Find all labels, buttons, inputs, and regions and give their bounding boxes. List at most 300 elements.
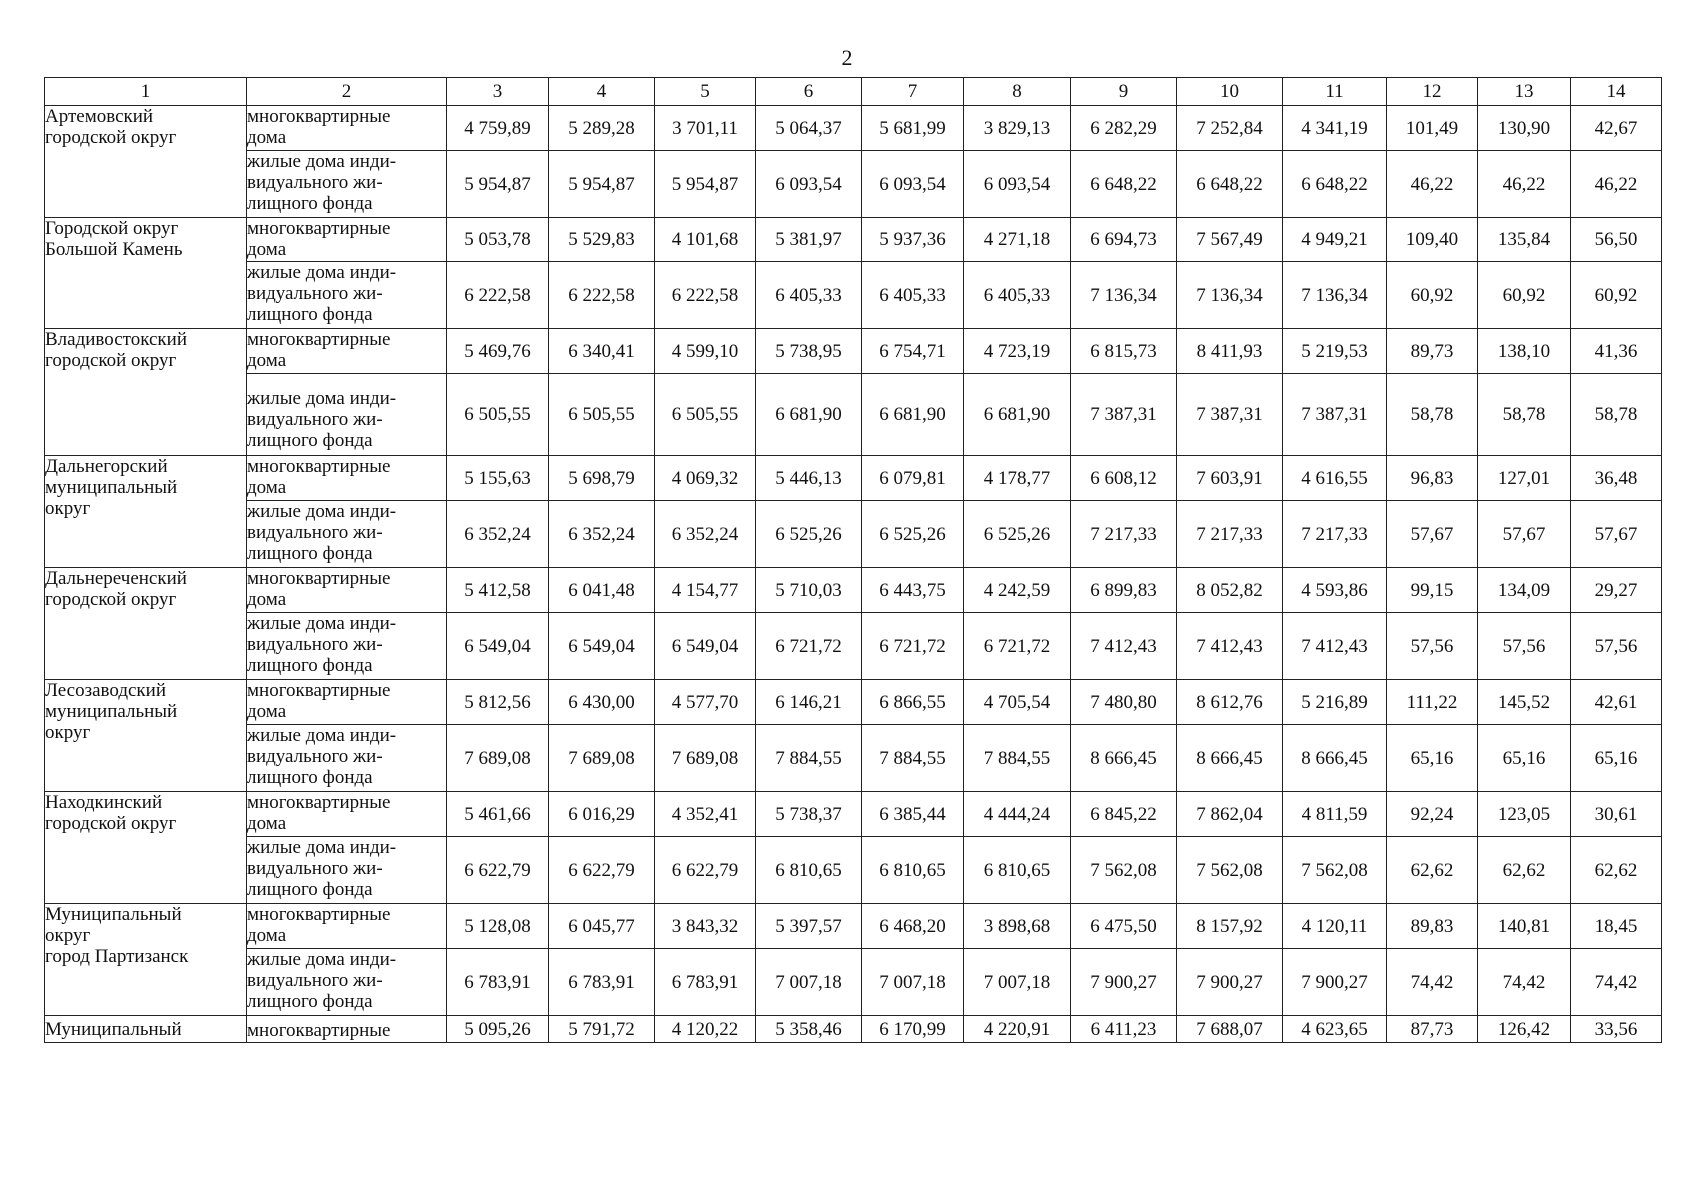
value-cell: 42,61 <box>1571 680 1662 725</box>
value-cell: 4 444,24 <box>964 792 1071 837</box>
value-cell: 89,73 <box>1387 329 1478 374</box>
text-line: видуального жи- <box>247 858 383 879</box>
value-cell: 5 446,13 <box>756 456 862 501</box>
value-cell: 6 411,23 <box>1071 1016 1177 1043</box>
value-cell: 33,56 <box>1571 1016 1662 1043</box>
value-cell: 6 222,58 <box>447 262 549 329</box>
building-type-cell <box>247 374 447 456</box>
value-cell: 5 155,63 <box>447 456 549 501</box>
value-cell: 5 681,99 <box>862 106 964 151</box>
text-line: жилые дома инди- <box>247 151 397 172</box>
value-cell: 5 358,46 <box>756 1016 862 1043</box>
text-line: Муниципальный <box>45 1019 182 1040</box>
table-row <box>45 501 1662 568</box>
value-cell: 60,92 <box>1478 262 1571 329</box>
value-cell: 6 468,20 <box>862 904 964 949</box>
value-cell: 6 622,79 <box>447 837 549 904</box>
value-cell: 57,56 <box>1571 613 1662 680</box>
value-cell: 4 593,86 <box>1283 568 1387 613</box>
value-cell: 5 053,78 <box>447 218 549 262</box>
text-line: лищного фонда <box>247 655 373 676</box>
text-line: муниципальный <box>45 477 178 498</box>
value-cell: 109,40 <box>1387 218 1478 262</box>
value-cell: 6 648,22 <box>1071 151 1177 218</box>
value-cell: 99,15 <box>1387 568 1478 613</box>
value-cell: 57,56 <box>1478 613 1571 680</box>
value-cell: 5 461,66 <box>447 792 549 837</box>
text-line: лищного фонда <box>247 991 373 1012</box>
value-cell: 4 949,21 <box>1283 218 1387 262</box>
text-line: Городской округ <box>45 218 179 239</box>
column-header: 9 <box>1071 78 1177 106</box>
table-row <box>45 568 1662 613</box>
value-cell: 8 666,45 <box>1071 725 1177 792</box>
value-cell: 89,83 <box>1387 904 1478 949</box>
value-cell: 8 411,93 <box>1177 329 1283 374</box>
table-row <box>45 904 1662 949</box>
building-type-cell <box>247 456 447 501</box>
value-cell: 123,05 <box>1478 792 1571 837</box>
value-cell: 7 007,18 <box>964 949 1071 1016</box>
text-line: городской округ <box>45 350 177 371</box>
value-cell: 6 866,55 <box>862 680 964 725</box>
value-cell: 60,92 <box>1387 262 1478 329</box>
text-line: город Партизанск <box>45 946 189 967</box>
municipality-cell <box>45 218 247 329</box>
value-cell: 3 701,11 <box>655 106 756 151</box>
value-cell: 6 681,90 <box>862 374 964 456</box>
value-cell: 5 791,72 <box>549 1016 655 1043</box>
value-cell: 5 937,36 <box>862 218 964 262</box>
municipality-cell <box>45 680 247 792</box>
municipality-cell <box>45 792 247 904</box>
text-line: муниципальный <box>45 701 178 722</box>
value-cell: 127,01 <box>1478 456 1571 501</box>
value-cell: 6 352,24 <box>447 501 549 568</box>
value-cell: 7 603,91 <box>1177 456 1283 501</box>
value-cell: 6 721,72 <box>862 613 964 680</box>
value-cell: 6 525,26 <box>756 501 862 568</box>
value-cell: 8 666,45 <box>1177 725 1283 792</box>
building-type-cell <box>247 501 447 568</box>
value-cell: 5 289,28 <box>549 106 655 151</box>
text-line: многоквартирные <box>247 792 391 813</box>
value-cell: 7 862,04 <box>1177 792 1283 837</box>
text-line: жилые дома инди- <box>247 725 397 746</box>
value-cell: 130,90 <box>1478 106 1571 151</box>
column-header: 7 <box>862 78 964 106</box>
value-cell: 145,52 <box>1478 680 1571 725</box>
value-cell: 5 064,37 <box>756 106 862 151</box>
value-cell: 92,24 <box>1387 792 1478 837</box>
value-cell: 135,84 <box>1478 218 1571 262</box>
value-cell: 6 622,79 <box>549 837 655 904</box>
value-cell: 6 505,55 <box>447 374 549 456</box>
table-row <box>45 613 1662 680</box>
value-cell: 4 154,77 <box>655 568 756 613</box>
value-cell: 65,16 <box>1571 725 1662 792</box>
value-cell: 7 007,18 <box>756 949 862 1016</box>
value-cell: 8 052,82 <box>1177 568 1283 613</box>
building-type-cell <box>247 106 447 151</box>
value-cell: 126,42 <box>1478 1016 1571 1043</box>
value-cell: 4 599,10 <box>655 329 756 374</box>
table-row <box>45 1016 1662 1043</box>
text-line: жилые дома инди- <box>247 501 397 522</box>
value-cell: 29,27 <box>1571 568 1662 613</box>
text-line: городской округ <box>45 127 177 148</box>
value-cell: 5 381,97 <box>756 218 862 262</box>
value-cell: 46,22 <box>1387 151 1478 218</box>
value-cell: 7 689,08 <box>655 725 756 792</box>
value-cell: 7 136,34 <box>1071 262 1177 329</box>
text-line: видуального жи- <box>247 172 383 193</box>
column-header: 10 <box>1177 78 1283 106</box>
building-type-cell <box>247 613 447 680</box>
value-cell: 7 217,33 <box>1071 501 1177 568</box>
value-cell: 74,42 <box>1478 949 1571 1016</box>
text-line: дома <box>247 813 287 834</box>
value-cell: 7 412,43 <box>1177 613 1283 680</box>
value-cell: 7 900,27 <box>1071 949 1177 1016</box>
value-cell: 5 412,58 <box>447 568 549 613</box>
building-type-cell <box>247 1016 447 1043</box>
table-row <box>45 680 1662 725</box>
value-cell: 6 648,22 <box>1177 151 1283 218</box>
value-cell: 3 843,32 <box>655 904 756 949</box>
value-cell: 62,62 <box>1571 837 1662 904</box>
value-cell: 6 222,58 <box>655 262 756 329</box>
value-cell: 6 810,65 <box>756 837 862 904</box>
value-cell: 5 397,57 <box>756 904 862 949</box>
value-cell: 6 810,65 <box>964 837 1071 904</box>
text-line: Владивостокский <box>45 329 187 350</box>
value-cell: 65,16 <box>1387 725 1478 792</box>
column-header: 1 <box>45 78 247 106</box>
value-cell: 41,36 <box>1571 329 1662 374</box>
value-cell: 4 271,18 <box>964 218 1071 262</box>
value-cell: 6 443,75 <box>862 568 964 613</box>
value-cell: 7 136,34 <box>1283 262 1387 329</box>
municipality-cell <box>45 904 247 1016</box>
value-cell: 7 689,08 <box>447 725 549 792</box>
value-cell: 4 220,91 <box>964 1016 1071 1043</box>
text-line: жилые дома инди- <box>247 262 397 283</box>
value-cell: 140,81 <box>1478 904 1571 949</box>
table-row <box>45 792 1662 837</box>
value-cell: 6 754,71 <box>862 329 964 374</box>
value-cell: 6 093,54 <box>964 151 1071 218</box>
value-cell: 57,67 <box>1478 501 1571 568</box>
text-line: многоквартирные <box>247 218 391 239</box>
value-cell: 62,62 <box>1478 837 1571 904</box>
building-type-cell <box>247 262 447 329</box>
value-cell: 4 341,19 <box>1283 106 1387 151</box>
value-cell: 7 387,31 <box>1283 374 1387 456</box>
value-cell: 6 608,12 <box>1071 456 1177 501</box>
value-cell: 6 093,54 <box>756 151 862 218</box>
building-type-cell <box>247 949 447 1016</box>
value-cell: 7 136,34 <box>1177 262 1283 329</box>
table-row <box>45 374 1662 456</box>
value-cell: 7 007,18 <box>862 949 964 1016</box>
text-line: Артемовский <box>45 106 154 127</box>
value-cell: 6 016,29 <box>549 792 655 837</box>
value-cell: 8 612,76 <box>1177 680 1283 725</box>
text-line: городской округ <box>45 589 177 610</box>
municipality-cell <box>45 456 247 568</box>
text-line: видуального жи- <box>247 409 383 430</box>
value-cell: 46,22 <box>1478 151 1571 218</box>
value-cell: 7 217,33 <box>1283 501 1387 568</box>
value-cell: 6 041,48 <box>549 568 655 613</box>
value-cell: 65,16 <box>1478 725 1571 792</box>
header-row <box>45 78 1662 106</box>
value-cell: 111,22 <box>1387 680 1478 725</box>
text-line: дома <box>247 589 287 610</box>
text-line: многоквартирные <box>247 680 391 701</box>
value-cell: 58,78 <box>1478 374 1571 456</box>
value-cell: 6 170,99 <box>862 1016 964 1043</box>
value-cell: 6 282,29 <box>1071 106 1177 151</box>
value-cell: 7 562,08 <box>1071 837 1177 904</box>
value-cell: 6 845,22 <box>1071 792 1177 837</box>
text-line: Дальнереченский <box>45 568 187 589</box>
building-type-cell <box>247 837 447 904</box>
municipality-cell <box>45 329 247 456</box>
text-line: Лесозаводский <box>45 680 166 701</box>
column-header: 5 <box>655 78 756 106</box>
value-cell: 101,49 <box>1387 106 1478 151</box>
value-cell: 18,45 <box>1571 904 1662 949</box>
text-line: Муниципальный <box>45 904 182 925</box>
column-header: 14 <box>1571 78 1662 106</box>
text-line: лищного фонда <box>247 304 373 325</box>
value-cell: 5 469,76 <box>447 329 549 374</box>
text-line: дома <box>247 350 287 371</box>
value-cell: 30,61 <box>1571 792 1662 837</box>
building-type-cell <box>247 904 447 949</box>
value-cell: 6 475,50 <box>1071 904 1177 949</box>
text-line: видуального жи- <box>247 634 383 655</box>
value-cell: 5 738,37 <box>756 792 862 837</box>
value-cell: 4 623,65 <box>1283 1016 1387 1043</box>
column-header: 6 <box>756 78 862 106</box>
table-row <box>45 837 1662 904</box>
value-cell: 6 525,26 <box>964 501 1071 568</box>
text-line: округ <box>45 925 91 946</box>
value-cell: 134,09 <box>1478 568 1571 613</box>
value-cell: 4 616,55 <box>1283 456 1387 501</box>
value-cell: 4 723,19 <box>964 329 1071 374</box>
table-row <box>45 949 1662 1016</box>
value-cell: 4 120,22 <box>655 1016 756 1043</box>
table-row <box>45 725 1662 792</box>
value-cell: 7 252,84 <box>1177 106 1283 151</box>
value-cell: 57,56 <box>1387 613 1478 680</box>
value-cell: 36,48 <box>1571 456 1662 501</box>
value-cell: 6 899,83 <box>1071 568 1177 613</box>
value-cell: 8 666,45 <box>1283 725 1387 792</box>
value-cell: 5 812,56 <box>447 680 549 725</box>
value-cell: 6 783,91 <box>549 949 655 1016</box>
value-cell: 7 884,55 <box>756 725 862 792</box>
value-cell: 6 430,00 <box>549 680 655 725</box>
value-cell: 6 549,04 <box>447 613 549 680</box>
table-row <box>45 262 1662 329</box>
value-cell: 7 387,31 <box>1177 374 1283 456</box>
text-line: Большой Камень <box>45 239 183 260</box>
value-cell: 5 095,26 <box>447 1016 549 1043</box>
text-line: многоквартирные <box>247 1020 391 1041</box>
building-type-cell <box>247 725 447 792</box>
value-cell: 6 681,90 <box>964 374 1071 456</box>
value-cell: 6 648,22 <box>1283 151 1387 218</box>
text-line: лищного фонда <box>247 543 373 564</box>
value-cell: 6 405,33 <box>756 262 862 329</box>
value-cell: 6 093,54 <box>862 151 964 218</box>
value-cell: 56,50 <box>1571 218 1662 262</box>
page-number: 2 <box>841 45 853 70</box>
value-cell: 7 689,08 <box>549 725 655 792</box>
value-cell: 4 577,70 <box>655 680 756 725</box>
value-cell: 5 216,89 <box>1283 680 1387 725</box>
value-cell: 6 549,04 <box>549 613 655 680</box>
value-cell: 4 101,68 <box>655 218 756 262</box>
text-line: дома <box>247 925 287 946</box>
text-line: округ <box>45 498 91 519</box>
value-cell: 4 811,59 <box>1283 792 1387 837</box>
value-cell: 58,78 <box>1387 374 1478 456</box>
value-cell: 6 810,65 <box>862 837 964 904</box>
value-cell: 4 069,32 <box>655 456 756 501</box>
text-line: дома <box>247 239 287 260</box>
value-cell: 7 387,31 <box>1071 374 1177 456</box>
text-line: лищного фонда <box>247 879 373 900</box>
value-cell: 6 783,91 <box>655 949 756 1016</box>
value-cell: 4 120,11 <box>1283 904 1387 949</box>
value-cell: 5 698,79 <box>549 456 655 501</box>
column-header: 12 <box>1387 78 1478 106</box>
value-cell: 6 340,41 <box>549 329 655 374</box>
text-line: дома <box>247 127 287 148</box>
text-line: городской округ <box>45 813 177 834</box>
value-cell: 5 128,08 <box>447 904 549 949</box>
value-cell: 6 525,26 <box>862 501 964 568</box>
text-line: дома <box>247 477 287 498</box>
text-line: многоквартирные <box>247 456 391 477</box>
text-line: лищного фонда <box>247 430 373 451</box>
value-cell: 6 549,04 <box>655 613 756 680</box>
text-line: видуального жи- <box>247 970 383 991</box>
value-cell: 5 529,83 <box>549 218 655 262</box>
value-cell: 6 622,79 <box>655 837 756 904</box>
value-cell: 74,42 <box>1387 949 1478 1016</box>
value-cell: 6 352,24 <box>549 501 655 568</box>
value-cell: 6 681,90 <box>756 374 862 456</box>
value-cell: 6 815,73 <box>1071 329 1177 374</box>
value-cell: 6 405,33 <box>964 262 1071 329</box>
value-cell: 6 721,72 <box>756 613 862 680</box>
building-type-cell <box>247 680 447 725</box>
value-cell: 6 045,77 <box>549 904 655 949</box>
text-line: округ <box>45 722 91 743</box>
value-cell: 6 146,21 <box>756 680 862 725</box>
value-cell: 5 954,87 <box>447 151 549 218</box>
value-cell: 7 900,27 <box>1283 949 1387 1016</box>
text-line: жилые дома инди- <box>247 949 397 970</box>
value-cell: 5 219,53 <box>1283 329 1387 374</box>
text-line: лищного фонда <box>247 193 373 214</box>
value-cell: 57,67 <box>1571 501 1662 568</box>
value-cell: 4 242,59 <box>964 568 1071 613</box>
value-cell: 6 783,91 <box>447 949 549 1016</box>
column-header: 2 <box>247 78 447 106</box>
value-cell: 4 178,77 <box>964 456 1071 501</box>
text-line: видуального жи- <box>247 522 383 543</box>
value-cell: 62,62 <box>1387 837 1478 904</box>
building-type-cell <box>247 218 447 262</box>
value-cell: 7 217,33 <box>1177 501 1283 568</box>
value-cell: 4 759,89 <box>447 106 549 151</box>
value-cell: 7 412,43 <box>1283 613 1387 680</box>
value-cell: 7 480,80 <box>1071 680 1177 725</box>
value-cell: 6 505,55 <box>655 374 756 456</box>
value-cell: 87,73 <box>1387 1016 1478 1043</box>
column-header: 11 <box>1283 78 1387 106</box>
value-cell: 3 829,13 <box>964 106 1071 151</box>
column-header: 4 <box>549 78 655 106</box>
value-cell: 6 222,58 <box>549 262 655 329</box>
value-cell: 7 900,27 <box>1177 949 1283 1016</box>
value-cell: 5 954,87 <box>655 151 756 218</box>
value-cell: 8 157,92 <box>1177 904 1283 949</box>
text-line: лищного фонда <box>247 767 373 788</box>
table-row <box>45 218 1662 262</box>
table-row <box>45 456 1662 501</box>
value-cell: 7 562,08 <box>1283 837 1387 904</box>
value-cell: 96,83 <box>1387 456 1478 501</box>
text-line: жилые дома инди- <box>247 613 397 634</box>
value-cell: 6 694,73 <box>1071 218 1177 262</box>
value-cell: 7 884,55 <box>862 725 964 792</box>
text-line: видуального жи- <box>247 746 383 767</box>
column-header: 3 <box>447 78 549 106</box>
value-cell: 7 688,07 <box>1177 1016 1283 1043</box>
building-type-cell <box>247 151 447 218</box>
value-cell: 7 412,43 <box>1071 613 1177 680</box>
value-cell: 4 352,41 <box>655 792 756 837</box>
value-cell: 5 738,95 <box>756 329 862 374</box>
table-row <box>45 329 1662 374</box>
column-header: 13 <box>1478 78 1571 106</box>
value-cell: 7 884,55 <box>964 725 1071 792</box>
value-cell: 4 705,54 <box>964 680 1071 725</box>
value-cell: 6 721,72 <box>964 613 1071 680</box>
value-cell: 6 385,44 <box>862 792 964 837</box>
tariff-table <box>44 77 1662 1043</box>
text-line: многоквартирные <box>247 904 391 925</box>
text-line: дома <box>247 701 287 722</box>
column-header: 8 <box>964 78 1071 106</box>
value-cell: 46,22 <box>1571 151 1662 218</box>
value-cell: 138,10 <box>1478 329 1571 374</box>
text-line: жилые дома инди- <box>247 388 397 409</box>
value-cell: 42,67 <box>1571 106 1662 151</box>
value-cell: 60,92 <box>1571 262 1662 329</box>
text-line: видуального жи- <box>247 283 383 304</box>
table-row <box>45 106 1662 151</box>
